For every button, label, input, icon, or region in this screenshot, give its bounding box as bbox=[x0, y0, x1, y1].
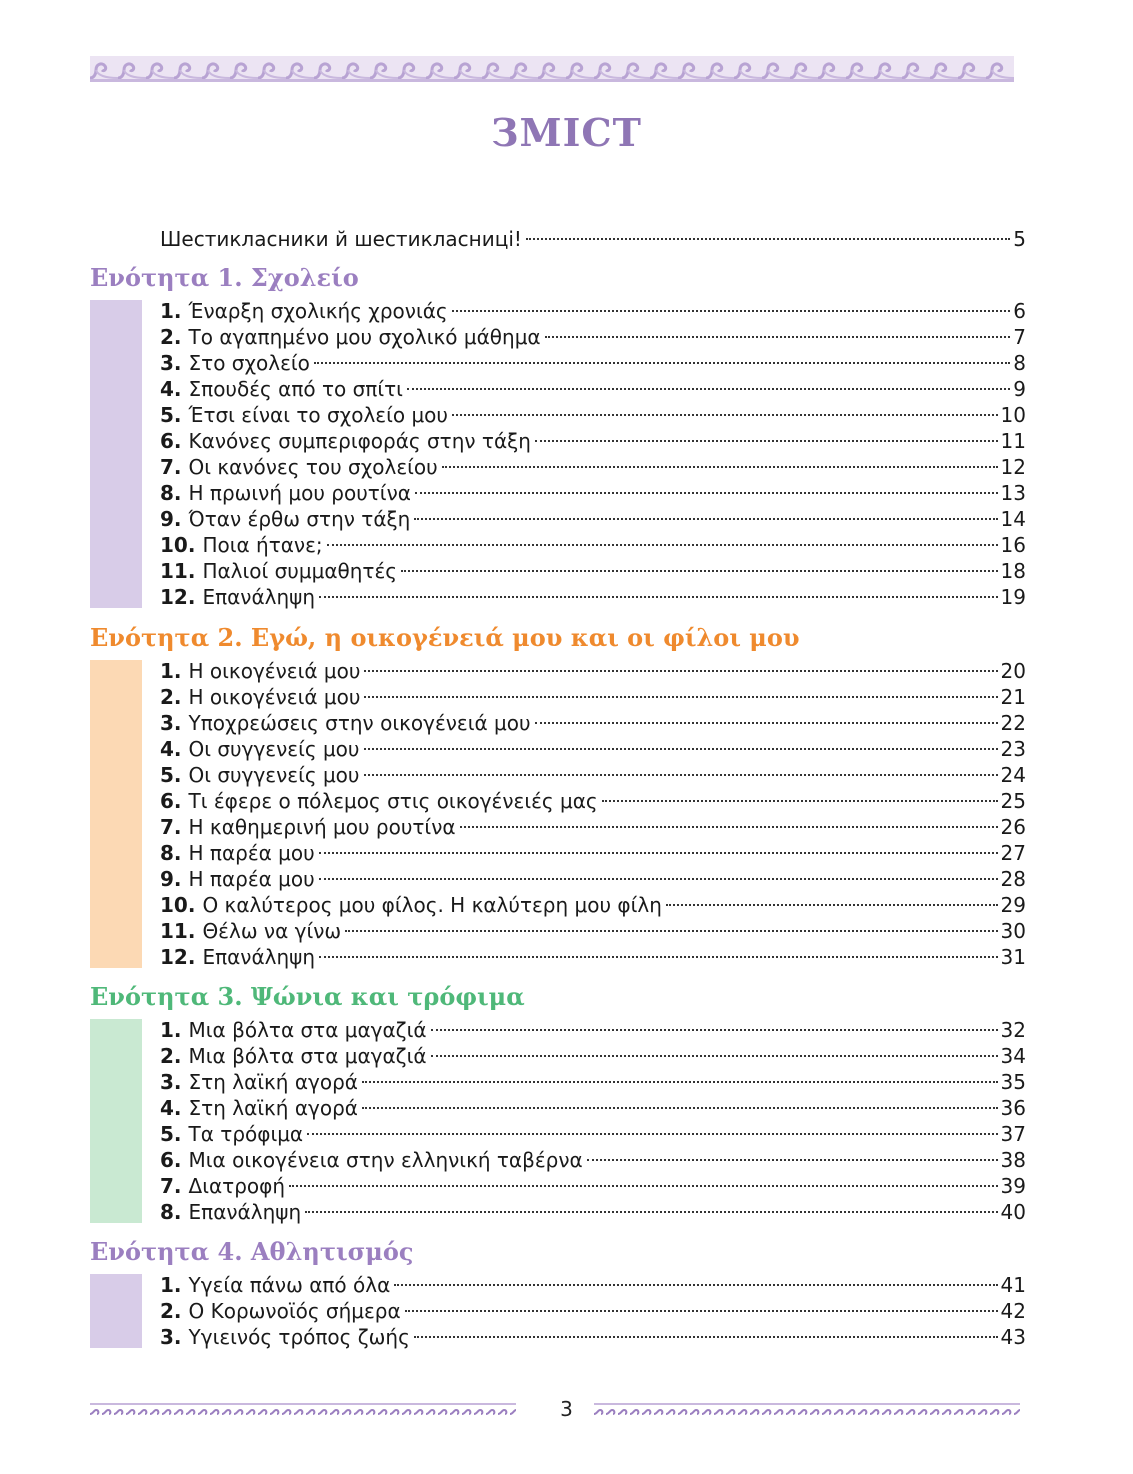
entry-title: Οι κανόνες του σχολείου bbox=[188, 455, 438, 479]
entry-page: 29 bbox=[1000, 893, 1026, 917]
entry-page: 32 bbox=[1000, 1018, 1026, 1042]
toc-entry[interactable] bbox=[160, 736, 1026, 762]
entry-page: 8 bbox=[1013, 351, 1026, 375]
toc-entry[interactable] bbox=[160, 1121, 1026, 1147]
entry-number: 1. bbox=[160, 1018, 182, 1042]
leader-dots bbox=[319, 878, 998, 880]
entry-title: Τα τρόφιμα bbox=[188, 1122, 304, 1146]
entry-label bbox=[160, 944, 318, 970]
leader-dots bbox=[319, 956, 998, 958]
toc-entry[interactable] bbox=[160, 788, 1026, 814]
entry-page: 30 bbox=[1000, 919, 1026, 943]
unit-color-bar bbox=[90, 1274, 142, 1348]
entry-title: Η οικογένειά μου bbox=[188, 659, 361, 683]
entry-page: 38 bbox=[1000, 1148, 1026, 1172]
entry-number: 4. bbox=[160, 1096, 182, 1120]
entry-label bbox=[160, 1199, 304, 1225]
leader-dots bbox=[319, 596, 998, 598]
leader-dots bbox=[362, 1081, 998, 1083]
entry-title: Επανάληψη bbox=[202, 945, 316, 969]
leader-dots bbox=[452, 310, 1011, 312]
entry-title: Επανάληψη bbox=[202, 585, 316, 609]
entry-label bbox=[160, 710, 534, 736]
entry-label bbox=[160, 376, 406, 402]
toc-entry[interactable] bbox=[160, 1095, 1026, 1121]
entry-page: 40 bbox=[1000, 1200, 1026, 1224]
entry-title: Έναρξη σχολικής χρονιάς bbox=[188, 299, 448, 323]
leader-dots bbox=[405, 1310, 998, 1312]
entry-label bbox=[160, 788, 601, 814]
entry-number: 3. bbox=[160, 1325, 182, 1349]
entry-label bbox=[160, 866, 318, 892]
leader-dots bbox=[602, 800, 998, 802]
entry-number: 2. bbox=[160, 1044, 182, 1068]
toc-entry[interactable] bbox=[160, 324, 1026, 350]
entry-number: 2. bbox=[160, 1299, 182, 1323]
footer-wave-right bbox=[594, 1402, 1020, 1420]
entry-label bbox=[160, 840, 318, 866]
entry-number: 10. bbox=[160, 533, 196, 557]
entry-page: 37 bbox=[1000, 1122, 1026, 1146]
entry-page: 28 bbox=[1000, 867, 1026, 891]
toc-entry[interactable] bbox=[160, 1043, 1026, 1069]
leader-dots bbox=[431, 1055, 998, 1057]
entry-page: 12 bbox=[1000, 455, 1026, 479]
entry-label bbox=[160, 1298, 404, 1324]
entry-page: 39 bbox=[1000, 1174, 1026, 1198]
leader-dots bbox=[666, 904, 998, 906]
entry-label bbox=[160, 324, 544, 350]
entry-number: 3. bbox=[160, 1070, 182, 1094]
entry-page: 11 bbox=[1000, 429, 1026, 453]
leader-dots bbox=[364, 696, 997, 698]
entry-title: Στη λαϊκή αγορά bbox=[188, 1096, 358, 1120]
entry-label bbox=[160, 1121, 306, 1147]
entry-label bbox=[160, 814, 459, 840]
entry-number: 9. bbox=[160, 507, 182, 531]
toc-entry[interactable] bbox=[160, 1298, 1026, 1324]
entry-number: 6. bbox=[160, 429, 182, 453]
entry-number: 12. bbox=[160, 585, 196, 609]
entry-label bbox=[160, 584, 318, 610]
entry-label bbox=[160, 454, 441, 480]
leader-dots bbox=[587, 1159, 998, 1161]
entry-label bbox=[160, 1043, 430, 1069]
entry-number: 6. bbox=[160, 1148, 182, 1172]
entry-number: 2. bbox=[160, 685, 182, 709]
leader-dots bbox=[319, 852, 998, 854]
entry-label bbox=[160, 1095, 361, 1121]
entry-page: 6 bbox=[1013, 299, 1026, 323]
entry-page: 27 bbox=[1000, 841, 1026, 865]
leader-dots bbox=[364, 774, 998, 776]
entry-number: 4. bbox=[160, 737, 182, 761]
entry-number: 11. bbox=[160, 919, 196, 943]
entry-label bbox=[160, 1147, 586, 1173]
toc-entry[interactable] bbox=[160, 866, 1026, 892]
toc-entry[interactable] bbox=[160, 480, 1026, 506]
entry-number: 7. bbox=[160, 1174, 182, 1198]
entry-title: Σπουδές από το σπίτι bbox=[188, 377, 403, 401]
entry-title: Στη λαϊκή αγορά bbox=[188, 1070, 358, 1094]
entry-label bbox=[160, 1324, 413, 1350]
page-number: 3 bbox=[560, 1397, 573, 1421]
entry-title: Η παρέα μου bbox=[188, 867, 315, 891]
toc-entry[interactable] bbox=[160, 944, 1026, 970]
entry-page: 26 bbox=[1000, 815, 1026, 839]
entry-page: 7 bbox=[1013, 325, 1026, 349]
entry-number: 8. bbox=[160, 841, 182, 865]
entry-title: Η παρέα μου bbox=[188, 841, 315, 865]
entry-page: 25 bbox=[1000, 789, 1026, 813]
leader-dots bbox=[415, 492, 998, 494]
entry-page: 43 bbox=[1000, 1325, 1026, 1349]
toc-entry[interactable] bbox=[160, 840, 1026, 866]
toc-entry[interactable] bbox=[160, 1069, 1026, 1095]
toc-entry[interactable] bbox=[160, 814, 1026, 840]
entry-number: 5. bbox=[160, 403, 182, 427]
entry-title: Παλιοί συμμαθητές bbox=[202, 559, 398, 583]
entry-page: 24 bbox=[1000, 763, 1026, 787]
entry-label bbox=[160, 558, 400, 584]
entry-label bbox=[160, 684, 363, 710]
toc-entry[interactable] bbox=[160, 1199, 1026, 1225]
unit-color-bar bbox=[90, 300, 142, 608]
entry-label bbox=[160, 350, 313, 376]
entry-number: 1. bbox=[160, 299, 182, 323]
toc-entry[interactable] bbox=[160, 684, 1026, 710]
entry-title: Μια βόλτα στα μαγαζιά bbox=[188, 1018, 427, 1042]
entry-number: 11. bbox=[160, 559, 196, 583]
entry-label bbox=[160, 1173, 288, 1199]
entry-title: Υγιεινός τρόπος ζωής bbox=[188, 1325, 410, 1349]
leader-dots bbox=[394, 1284, 997, 1286]
entry-title: Διατροφή bbox=[188, 1174, 285, 1198]
toc-entry[interactable] bbox=[160, 376, 1026, 402]
entry-number: 6. bbox=[160, 789, 182, 813]
entry-title: Ο καλύτερος μου φίλος. Η καλύτερη μου φίλη bbox=[202, 893, 662, 917]
entry-number: 1. bbox=[160, 1273, 182, 1297]
leader-dots bbox=[364, 748, 998, 750]
entry-label bbox=[160, 918, 344, 944]
entry-page: 42 bbox=[1000, 1299, 1026, 1323]
leader-dots bbox=[305, 1211, 997, 1213]
toc-entry[interactable] bbox=[160, 710, 1026, 736]
unit-items bbox=[90, 658, 1026, 970]
entry-label bbox=[160, 762, 363, 788]
unit-section-2 bbox=[90, 622, 1026, 970]
leader-dots bbox=[362, 1107, 998, 1109]
toc-entry[interactable] bbox=[160, 298, 1026, 324]
toc-entry[interactable] bbox=[160, 1017, 1026, 1043]
unit-section-1 bbox=[90, 262, 1026, 610]
entry-page: 9 bbox=[1013, 377, 1026, 401]
decorative-wave-border bbox=[90, 56, 1014, 82]
entry-label bbox=[160, 1017, 430, 1043]
entry-title: Υποχρεώσεις στην οικογένειά μου bbox=[188, 711, 531, 735]
toc-entry[interactable] bbox=[160, 454, 1026, 480]
entry-title: Η οικογένειά μου bbox=[188, 685, 361, 709]
entry-label bbox=[160, 402, 451, 428]
entry-title: Θέλω να γίνω bbox=[202, 919, 342, 943]
leader-dots bbox=[327, 544, 998, 546]
entry-number: 8. bbox=[160, 481, 182, 505]
entry-page: 18 bbox=[1000, 559, 1026, 583]
toc-entry[interactable] bbox=[160, 1324, 1026, 1350]
entry-number: 10. bbox=[160, 893, 196, 917]
entry-page: 36 bbox=[1000, 1096, 1026, 1120]
entry-number: 2. bbox=[160, 325, 182, 349]
toc-entry[interactable] bbox=[160, 558, 1026, 584]
entry-title: Οι συγγενείς μου bbox=[188, 737, 360, 761]
toc-entry[interactable] bbox=[160, 1173, 1026, 1199]
entry-page: 41 bbox=[1000, 1273, 1026, 1297]
entry-label bbox=[160, 892, 665, 918]
toc-entry[interactable] bbox=[160, 350, 1026, 376]
leader-dots bbox=[431, 1029, 998, 1031]
entry-title: Ο Κορωνοϊός σήμερα bbox=[188, 1299, 401, 1323]
leader-dots bbox=[307, 1133, 997, 1135]
entry-number: 9. bbox=[160, 867, 182, 891]
entry-page: 13 bbox=[1000, 481, 1026, 505]
entry-number: 8. bbox=[160, 1200, 182, 1224]
entry-title: Στο σχολείο bbox=[188, 351, 310, 375]
entry-number: 7. bbox=[160, 815, 182, 839]
entry-title: Ποια ήτανε; bbox=[202, 533, 323, 557]
entry-label bbox=[160, 658, 363, 684]
entry-page: 35 bbox=[1000, 1070, 1026, 1094]
entry-label bbox=[160, 1069, 361, 1095]
entry-title: Μια βόλτα στα μαγαζιά bbox=[188, 1044, 427, 1068]
toc-entry[interactable] bbox=[160, 1147, 1026, 1173]
leader-dots bbox=[364, 670, 997, 672]
entry-number: 5. bbox=[160, 1122, 182, 1146]
intro-entry[interactable] bbox=[160, 226, 1026, 252]
unit-color-bar bbox=[90, 1019, 142, 1223]
entry-page: 22 bbox=[1000, 711, 1026, 735]
entry-page: 19 bbox=[1000, 585, 1026, 609]
page-title: ЗМІСТ bbox=[491, 110, 642, 155]
entry-page: 20 bbox=[1000, 659, 1026, 683]
entry-page: 34 bbox=[1000, 1044, 1026, 1068]
toc-entry[interactable] bbox=[160, 658, 1026, 684]
entry-label bbox=[160, 506, 413, 532]
entry-page: 31 bbox=[1000, 945, 1026, 969]
entry-title: Έτσι είναι το σχολείο μου bbox=[188, 403, 448, 427]
toc-entry[interactable] bbox=[160, 428, 1026, 454]
entry-number: 1. bbox=[160, 659, 182, 683]
entry-page: 23 bbox=[1000, 737, 1026, 761]
leader-dots bbox=[545, 336, 1011, 338]
entry-page: 21 bbox=[1000, 685, 1026, 709]
leader-dots bbox=[460, 826, 998, 828]
entry-page: 10 bbox=[1000, 403, 1026, 427]
entry-page: 14 bbox=[1000, 507, 1026, 531]
toc-entry[interactable] bbox=[160, 402, 1026, 428]
entry-title: Η καθημερινή μου ρουτίνα bbox=[188, 815, 456, 839]
toc-entry[interactable] bbox=[160, 506, 1026, 532]
unit-title[interactable]: Ενότητα 1. Σχολείο bbox=[90, 263, 359, 292]
leader-dots bbox=[401, 570, 998, 572]
toc-entry[interactable] bbox=[160, 762, 1026, 788]
toc-entry[interactable] bbox=[160, 532, 1026, 558]
leader-dots bbox=[289, 1185, 998, 1187]
unit-items bbox=[90, 298, 1026, 610]
entry-label bbox=[160, 1272, 393, 1298]
entry-title: Οι συγγενείς μου bbox=[188, 763, 360, 787]
toc-entry[interactable] bbox=[160, 918, 1026, 944]
entry-label bbox=[160, 736, 363, 762]
unit-items bbox=[90, 1017, 1026, 1225]
entry-number: 5. bbox=[160, 763, 182, 787]
leader-dots bbox=[414, 1336, 998, 1338]
entry-number: 3. bbox=[160, 351, 182, 375]
toc-entry[interactable] bbox=[160, 892, 1026, 918]
entry-page: 16 bbox=[1000, 533, 1026, 557]
entry-title: Το αγαπημένο μου σχολικό μάθημα bbox=[188, 325, 541, 349]
entry-title: Κανόνες συμπεριφοράς στην τάξη bbox=[188, 429, 531, 453]
unit-title[interactable]: Ενότητα 2. Εγώ, η οικογένειά μου και οι φίλοι μου bbox=[90, 623, 800, 652]
intro-page: 5 bbox=[1013, 227, 1026, 251]
entry-label bbox=[160, 428, 534, 454]
entry-title: Η πρωινή μου ρουτίνα bbox=[188, 481, 411, 505]
leader-dots bbox=[526, 238, 1010, 240]
unit-items bbox=[90, 1272, 1026, 1350]
entry-title: Μια οικογένεια στην ελληνική ταβέρνα bbox=[188, 1148, 583, 1172]
intro-label: Шестикласники й шестикласниці! bbox=[160, 227, 522, 251]
entry-title: Υγεία πάνω από όλα bbox=[188, 1273, 391, 1297]
entry-label bbox=[160, 532, 326, 558]
unit-section-3 bbox=[90, 981, 1026, 1225]
entry-number: 7. bbox=[160, 455, 182, 479]
leader-dots bbox=[535, 722, 998, 724]
entry-number: 12. bbox=[160, 945, 196, 969]
entry-title: Επανάληψη bbox=[188, 1200, 302, 1224]
toc-entry[interactable] bbox=[160, 1272, 1026, 1298]
unit-title[interactable]: Ενότητα 3. Ψώνια και τρόφιμα bbox=[90, 982, 525, 1011]
entry-title: Όταν έρθω στην τάξη bbox=[188, 507, 411, 531]
unit-section-4 bbox=[90, 1236, 1026, 1350]
leader-dots bbox=[535, 440, 998, 442]
entry-label bbox=[160, 298, 451, 324]
entry-number: 4. bbox=[160, 377, 182, 401]
leader-dots bbox=[414, 518, 997, 520]
entry-label bbox=[160, 480, 414, 506]
leader-dots bbox=[452, 414, 998, 416]
leader-dots bbox=[345, 930, 997, 932]
unit-title[interactable]: Ενότητα 4. Αθλητισμός bbox=[90, 1237, 414, 1266]
toc-entry[interactable] bbox=[160, 584, 1026, 610]
leader-dots bbox=[442, 466, 998, 468]
entry-title: Τι έφερε ο πόλεμος στις οικογένειές μας bbox=[188, 789, 598, 813]
leader-dots bbox=[407, 388, 1010, 390]
entry-number: 3. bbox=[160, 711, 182, 735]
unit-color-bar bbox=[90, 660, 142, 968]
leader-dots bbox=[314, 362, 1010, 364]
